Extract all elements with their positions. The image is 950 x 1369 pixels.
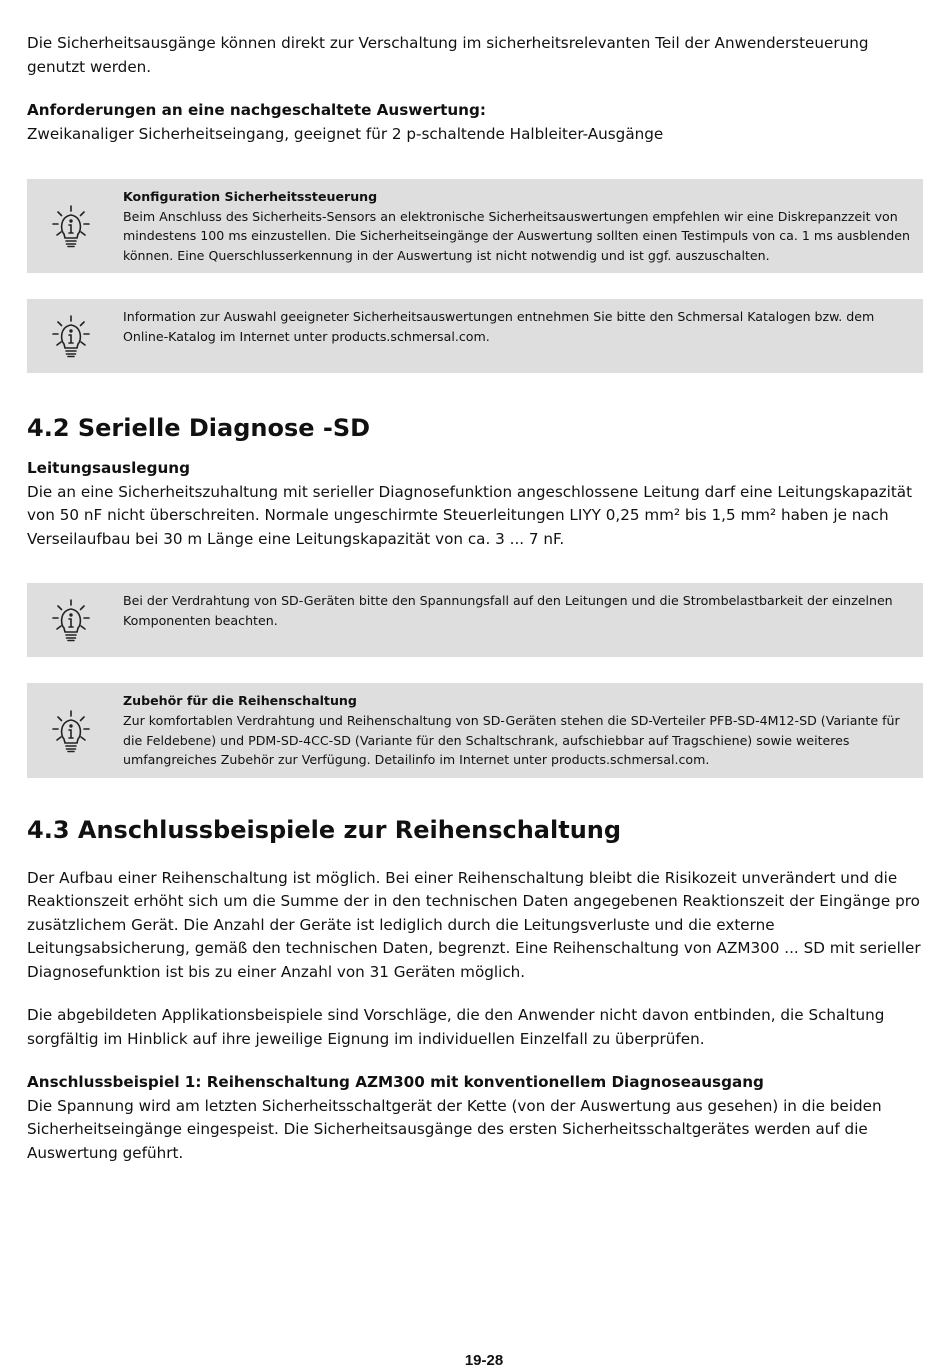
lightbulb-info-icon: [51, 204, 91, 248]
note-box-catalog: [27, 299, 923, 373]
lightbulb-info-icon: [51, 709, 91, 753]
example-1-heading: Anschlussbeispiel 1: Reihenschaltung AZM300 mit konventionellem Diagnoseausgang: [27, 1073, 764, 1092]
note-text: Bei der Verdrahtung von SD-Geräten bitte den Spannungsfall auf den Leitungen und die Strombelastbarkeit der einzelnen Komponenten beachten.: [123, 593, 893, 628]
note-text: Information zur Auswahl geeigneter Sicherheitsauswertungen entnehmen Sie bitte den Schmersal Katalogen bzw. dem Online-Katalog im Internet unter products.schmersal.com.: [123, 309, 875, 344]
line-design-text: Die an eine Sicherheitszuhaltung mit serieller Diagnosefunktion angeschlossene Leitung darf eine Leitungskapazität von 50 nF nicht überschreiten. Normale ungeschirmte Steuerleitungen LIYY 0,25 mm² bis 1,5 mm² haben je nach Verseilaufbau bei 30 m Länge eine Leitungskapazität von ca. 3 ... 7 nF.: [27, 482, 913, 548]
section-heading-4-3: 4.3 Anschlussbeispiele zur Reihenschaltung: [27, 815, 622, 844]
application-examples-paragraph: Die abgebildeten Applikationsbeispiele sind Vorschläge, die den Anwender nicht davon entbinden, die Schaltung sorgfältig im Hinblick auf ihre jeweilige Eignung im individuellen Einzelfall zu überprüfen.: [27, 1006, 885, 1048]
page-number: 19-28: [464, 1352, 504, 1369]
note-box-configuration: [27, 179, 923, 273]
intro-paragraph: Die Sicherheitsausgänge können direkt zur Verschaltung im sicherheitsrelevanten Teil der Anwendersteuerung genutzt werden.: [27, 34, 869, 76]
note-text: Beim Anschluss des Sicherheits-Sensors an elektronische Sicherheitsauswertungen empfehlen wir eine Diskrepanzzeit von mindestens 100 ms einzustellen. Die Sicherheitseingänge der Auswertung sollten einen Testimpuls von ca. 1 ms ausblenden können. Eine Querschlusserkennung in der Auswertung ist nicht notwendig und ist ggf. auszuschalten.: [123, 208, 910, 263]
lightbulb-info-icon: [51, 314, 91, 358]
example-1-text: Die Spannung wird am letzten Sicherheitsschaltgerät der Kette (von der Auswertung aus gesehen) in die beiden Sicherheitseingänge eingespeist. Die Sicherheitsausgänge des ersten Sicherheitsschaltgerätes werden auf die Auswertung geführt.: [27, 1096, 882, 1162]
note-box-accessories: [27, 683, 923, 777]
note-box-wiring: [27, 583, 923, 657]
lightbulb-info-icon: [51, 598, 91, 642]
document-page: [27, 32, 923, 1165]
requirements-text: Zweikanaliger Sicherheitseingang, geeignet für 2 p-schaltende Halbleiter-Ausgänge: [27, 124, 664, 143]
series-connection-paragraph: Der Aufbau einer Reihenschaltung ist möglich. Bei einer Reihenschaltung bleibt die Risikozeit unverändert und die Reaktionszeit erhöht sich um die Summe der in den technischen Daten angegebenen Reaktionszeit der Eingänge pro zusätzlichem Gerät. Die Anzahl der Geräte ist lediglich durch die Leitungsverluste und die externe Leitungsabsicherung, gemäß den technischen Daten, begrenzt. Eine Reihenschaltung von AZM300 ... SD mit serieller Diagnosefunktion ist bis zu einer Anzahl von 31 Geräten möglich.: [27, 868, 921, 981]
note-text: Zur komfortablen Verdrahtung und Reihenschaltung von SD-Geräten stehen die SD-Verteiler PFB-SD-4M12-SD (Variante für die Feldebene) und PDM-SD-4CC-SD (Variante für den Schaltschrank, aufschiebbar auf Tragschiene) sowie weiteres umfangreiches Zubehör zur Verfügung. Detailinfo im Internet unter products.schmersal.com.: [123, 712, 900, 768]
requirements-heading: Anforderungen an eine nachgeschaltete Auswertung:: [27, 101, 486, 119]
note-title: Konfiguration Sicherheitssteuerung: [123, 189, 378, 204]
note-title: Zubehör für die Reihenschaltung: [123, 693, 357, 709]
section-heading-4-2: 4.2 Serielle Diagnose -SD: [27, 414, 371, 443]
sub-heading-line-design: Leitungsauslegung: [27, 459, 190, 478]
